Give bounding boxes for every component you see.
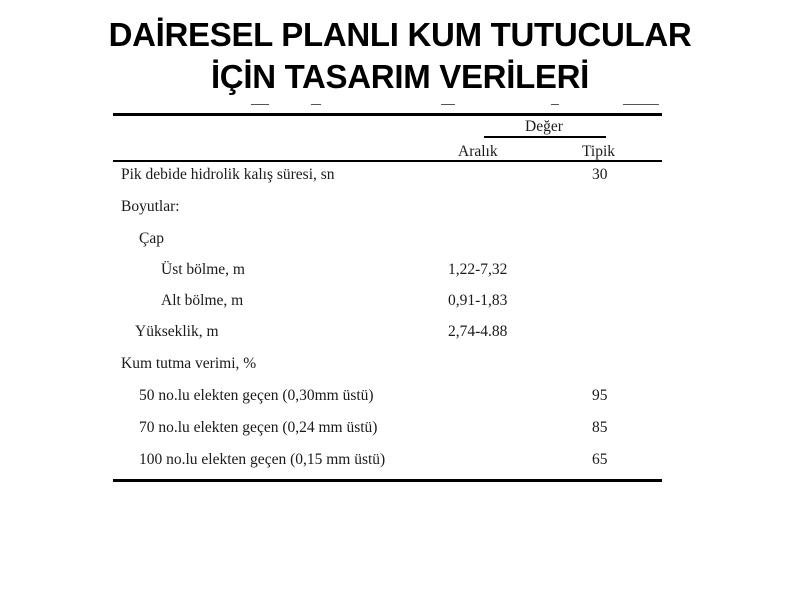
table-row-label: Alt bölme, m <box>161 292 244 309</box>
table-header-rule <box>113 160 662 162</box>
column-header-typical: Tipik <box>582 143 616 160</box>
table-cell-range: 0,91-1,83 <box>448 292 508 309</box>
table-top-rule <box>113 113 662 116</box>
table-cell-range: 2,74-4.88 <box>448 323 508 340</box>
table-row-label: Kum tutma verimi, % <box>121 355 257 372</box>
table-row-label: Yükseklik, m <box>135 323 219 340</box>
table-row-label: Boyutlar: <box>121 198 180 215</box>
table-cell-typical: 85 <box>592 419 608 436</box>
column-group-rule <box>484 136 606 138</box>
slide-title <box>0 14 800 98</box>
table-cell-range: 1,22-7,32 <box>448 261 508 278</box>
table-row-label: 50 no.lu elekten geçen (0,30mm üstü) <box>139 387 374 404</box>
slide-title-line-2: İÇİN TASARIM VERİLERİ <box>210 58 590 95</box>
table-row-label: 70 no.lu elekten geçen (0,24 mm üstü) <box>139 419 378 436</box>
design-data-table <box>113 110 662 484</box>
table-row-label: Üst bölme, m <box>161 261 245 278</box>
column-group-header: Değer <box>525 118 563 135</box>
column-header-range: Aralık <box>458 143 498 160</box>
table-cell-typical: 30 <box>592 166 608 183</box>
table-row-label: 100 no.lu elekten geçen (0,15 mm üstü) <box>139 451 386 468</box>
cropped-caption-fragment <box>251 104 661 110</box>
table-cell-typical: 65 <box>592 451 608 468</box>
table-bottom-rule <box>113 479 662 482</box>
table-row-label: Pik debide hidrolik kalış süresi, sn <box>121 166 335 183</box>
table-row-label: Çap <box>139 230 164 247</box>
slide-title-line-1: DAİRESEL PLANLI KUM TUTUCULAR <box>108 16 692 53</box>
table-cell-typical: 95 <box>592 387 608 404</box>
